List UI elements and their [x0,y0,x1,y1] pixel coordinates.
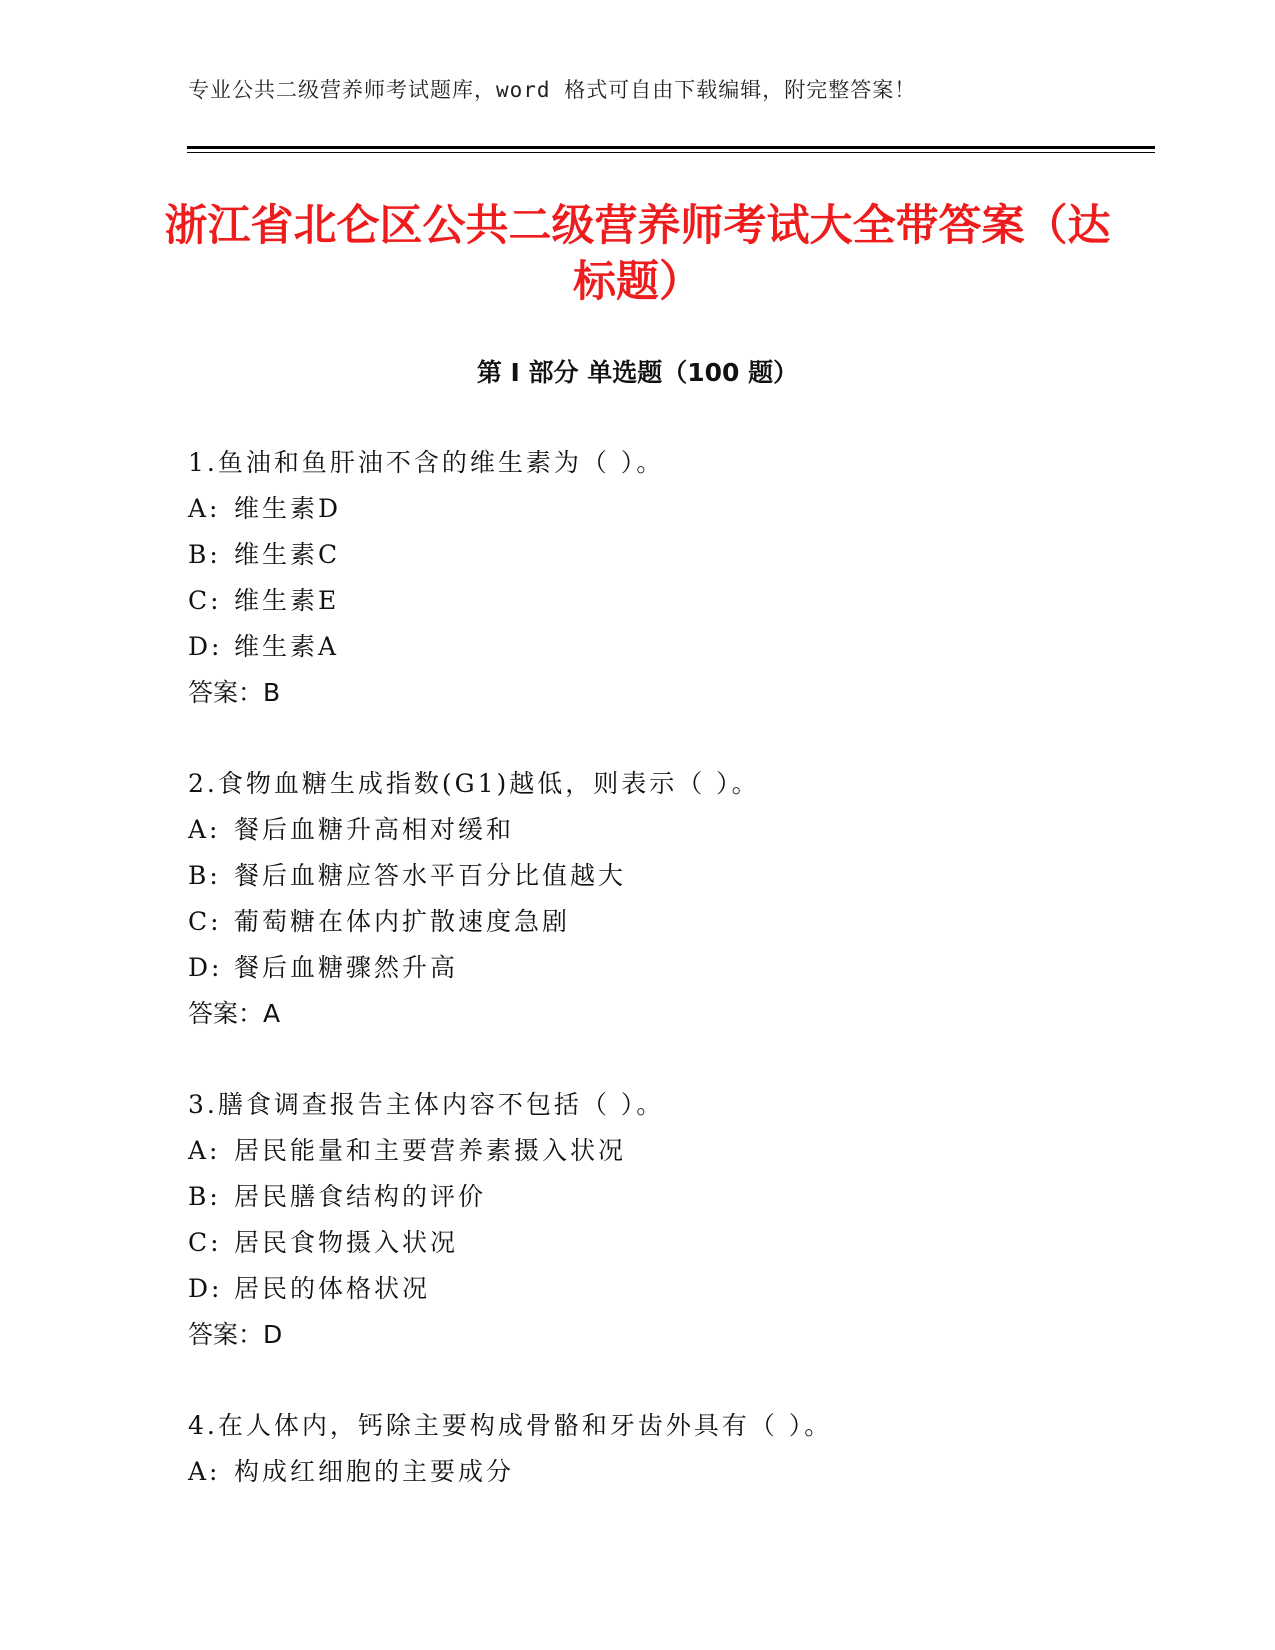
option-letter: A: [188,1136,221,1165]
question-4 [188,1403,1148,1495]
option-c [188,899,1148,945]
option-a [188,1449,1148,1495]
question-2 [188,761,1148,1037]
option-text: 居民膳食结构的评价 [234,1182,487,1211]
option-text: 维生素E [234,586,340,615]
option-letter: D: [188,632,223,661]
option-text: 维生素D [234,494,342,523]
section-title: 第 I 部分 单选题（100 题） [476,358,799,387]
question-stem: 3.膳食调查报告主体内容不包括（ ）。 [188,1090,665,1119]
document-title: 浙江省北仑区公共二级营养师考试大全带答案（达标题） [164,201,1111,307]
option-d [188,624,1148,670]
option-letter: C: [188,907,222,936]
option-letter: A: [188,494,221,523]
option-text: 维生素A [234,632,340,661]
question-stem: 2.食物血糖生成指数(G1)越低，则表示（ ）。 [188,769,760,798]
option-text: 餐后血糖升高相对缓和 [234,815,515,844]
option-d [188,1266,1148,1312]
option-letter: A: [188,1457,221,1486]
option-letter: B: [188,540,221,569]
option-letter: D: [188,953,223,982]
option-letter: B: [188,861,221,890]
question-list [188,440,1148,1540]
option-c [188,578,1148,624]
question-3 [188,1082,1148,1358]
option-letter: C: [188,586,222,615]
option-text: 构成红细胞的主要成分 [234,1457,515,1486]
question-stem: 1.鱼油和鱼肝油不含的维生素为（ ）。 [188,448,665,477]
option-b [188,1174,1148,1220]
option-b [188,532,1148,578]
header-note: 专业公共二级营养师考试题库，word 格式可自由下载编辑，附完整答案！ [188,78,917,102]
option-letter: B: [188,1182,221,1211]
option-text: 餐后血糖骤然升高 [234,953,459,982]
option-letter: A: [188,815,221,844]
option-text: 居民的体格状况 [234,1274,431,1303]
option-letter: D: [188,1274,223,1303]
option-text: 居民食物摄入状况 [234,1228,459,1257]
answer-label: 答案：B [188,678,281,707]
option-d [188,945,1148,991]
answer-label: 答案：D [188,1320,283,1349]
option-c [188,1220,1148,1266]
option-a [188,1128,1148,1174]
option-text: 维生素C [234,540,341,569]
question-stem: 4.在人体内，钙除主要构成骨骼和牙齿外具有（ ）。 [188,1411,833,1440]
option-text: 餐后血糖应答水平百分比值越大 [234,861,627,890]
question-1 [188,440,1148,716]
option-text: 葡萄糖在体内扩散速度急剧 [234,907,571,936]
option-b [188,853,1148,899]
option-letter: C: [188,1228,222,1257]
header-divider-thin [187,152,1155,153]
option-a [188,486,1148,532]
answer-label: 答案：A [188,999,281,1028]
option-text: 居民能量和主要营养素摄入状况 [234,1136,627,1165]
header-divider [187,146,1155,149]
option-a [188,807,1148,853]
